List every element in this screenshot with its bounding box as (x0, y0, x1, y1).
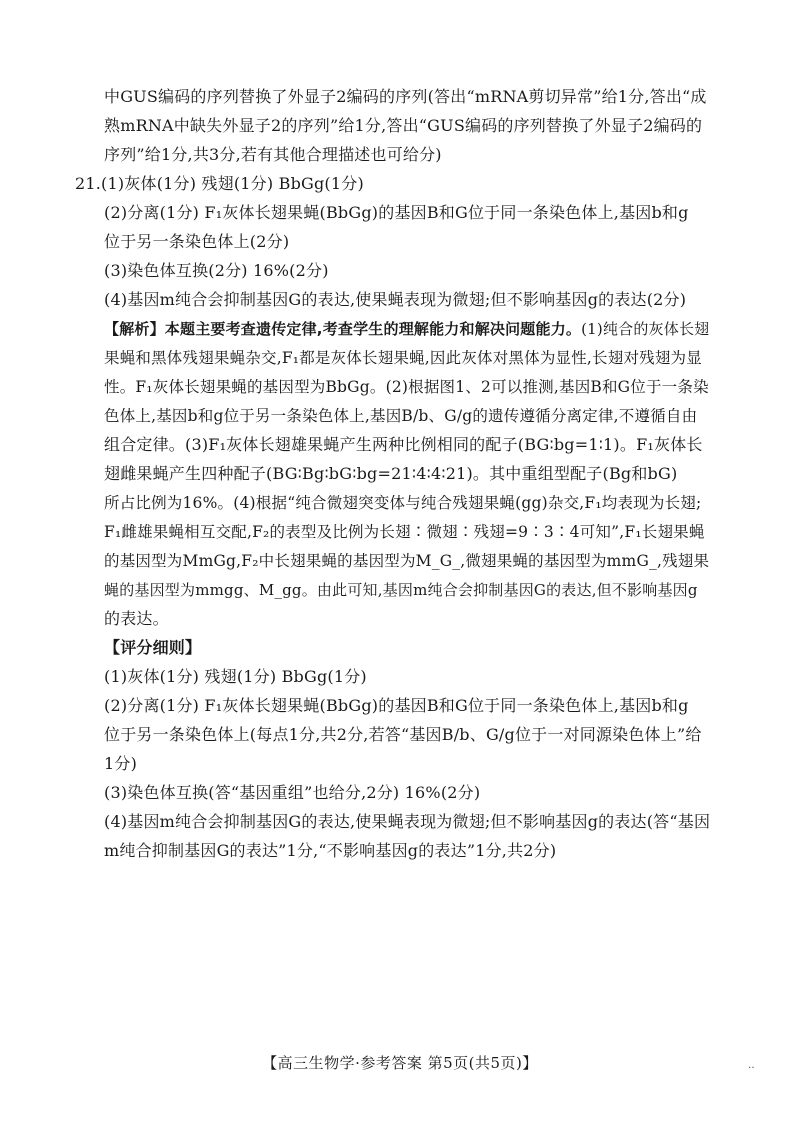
text-line: 翅雌果蝇产生四种配子(BG∶Bg∶bG∶bg=21∶4∶4∶21)。其中重组型配子(Bg和bG) (104, 464, 678, 483)
text-line: 性。F₁灰体长翅果蝇的基因型为BbGg。(2)根据图1、2可以推测,基因B和G位于一条染 (104, 378, 709, 396)
text-line: 的表达。 (104, 609, 169, 628)
text-line: 熟mRNA中缺失外显子2的序列”给1分,答出“GUS编码的序列替换了外显子2编码的 (104, 116, 703, 135)
bold-heading: 【解析】本题主要考查遗传定律,考查学生的理解能力和解决问题能力。 (104, 320, 582, 338)
text-line: 21.(1)灰体(1分) 残翅(1分) BbGg(1分) (75, 174, 364, 193)
text-line: 的基因型为MmGg,F₂中长翅果蝇的基因型为M_G_,微翅果蝇的基因型为mmG_,残翅果 (104, 552, 710, 570)
text-line: (3)染色体互换(2分) 16%(2分) (104, 261, 329, 280)
text-line: 中GUS编码的序列替换了外显子2编码的序列(答出“mRNA剪切异常”给1分,答出“成 (104, 87, 707, 106)
text-line: 色体上,基因b和g位于另一条染色体上,基因B/b、G/g的遗传遵循分离定律,不遵循自由 (104, 407, 698, 425)
corner-mark: ‥ (748, 1060, 755, 1071)
text-line: 位于另一条染色体上(2分) (104, 232, 290, 251)
text-line: (4)基因m纯合会抑制基因G的表达,使果蝇表现为微翅;但不影响基因g的表达(2分) (104, 290, 687, 309)
text-line: (3)染色体互换(答“基因重组”也给分,2分) 16%(2分) (104, 783, 481, 802)
text-line: m纯合抑制基因G的表达”1分,“不影响基因g的表达”1分,共2分) (104, 841, 557, 860)
text-line: 位于另一条染色体上(每点1分,共2分,若答“基因B/b、G/g位于一对同源染色体上”给 (104, 725, 702, 744)
text-line: 蝇的基因型为mmgg、M_gg。由此可知,基因m纯合会抑制基因G的表达,但不影响基因g (104, 581, 698, 599)
text-line (104, 637, 201, 659)
text-line: 组合定律。(3)F₁灰体长翅雄果蝇产生两种比例相同的配子(BG∶bg=1∶1)。F₁灰体长 (104, 435, 703, 454)
text-line: 1分) (104, 754, 138, 773)
text-line (104, 318, 709, 340)
text-line: F₁雌雄果蝇相互交配,F₂的表型及比例为长翅∶微翅∶残翅=9∶3∶4可知”,F₁长翅果蝇 (104, 523, 705, 541)
text-line: (2)分离(1分) F₁灰体长翅果蝇(BbGg)的基因B和G位于同一条染色体上,基因b和g (104, 203, 689, 222)
analysis-tail: (1)纯合的灰体长翅 (581, 320, 710, 338)
bold-heading: 【评分细则】 (104, 638, 202, 657)
text-line: 序列”给1分,共3分,若有其他合理描述也可给分) (104, 145, 442, 164)
text-line: (1)灰体(1分) 残翅(1分) BbGg(1分) (104, 667, 367, 686)
page-footer: 【高三生物学·参考答案 第5页(共5页)】 (262, 1054, 538, 1072)
text-line: (4)基因m纯合会抑制基因G的表达,使果蝇表现为微翅;但不影响基因g的表达(答“基因 (104, 812, 711, 831)
text-line: 果蝇和黑体残翅果蝇杂交,F₁都是灰体长翅果蝇,因此灰体对黑体为显性,长翅对残翅为显 (104, 349, 702, 367)
text-line: 所占比例为16%。(4)根据“纯合微翅突变体与纯合残翅果蝇(gg)杂交,F₁均表现为长翅; (104, 494, 702, 512)
text-line: (2)分离(1分) F₁灰体长翅果蝇(BbGg)的基因B和G位于同一条染色体上,基因b和g (104, 696, 689, 715)
